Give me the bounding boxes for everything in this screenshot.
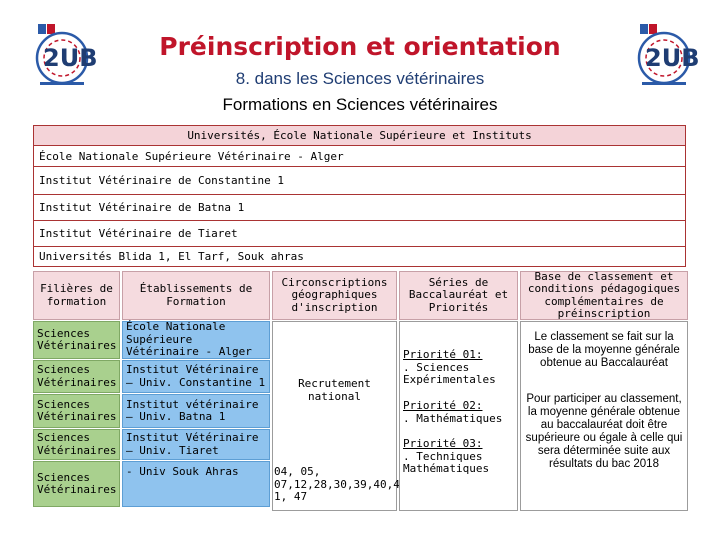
filiere-cell: Sciences Vétérinaires — [33, 461, 120, 507]
etablissement-cell: Institut vétérinaire – Univ. Batna 1 — [122, 394, 270, 428]
section-title: Formations en Sciences vétérinaires — [222, 95, 498, 114]
universities-box — [33, 125, 686, 267]
priority-value: . Sciences Expérimentales — [403, 360, 496, 386]
university-row: Universités Blida 1, El Tarf, Souk ahras — [39, 250, 304, 263]
page-title: Préinscription et orientation — [159, 32, 561, 61]
page-subtitle: 8. dans les Sciences vétérinaires — [235, 69, 485, 88]
university-row: Institut Vétérinaire de Batna 1 — [34, 195, 685, 221]
priority-block — [403, 349, 515, 387]
priority-label: Priorité 01: — [403, 348, 483, 361]
circonscription-national: Recrutement national — [298, 377, 371, 403]
base-classement-text: Le classement se fait sur la base de la moyenne générale obtenue au Baccalauréat — [528, 331, 680, 369]
header-etablissements: Établissements de Formation — [122, 271, 270, 320]
filiere-cell: Sciences Vétérinaires — [33, 321, 120, 359]
priority-label: Priorité 02: — [403, 399, 483, 412]
etablissement-cell: Institut Vétérinaire – Univ. Constantine 1 — [122, 360, 270, 393]
logo-text-left: 2UB — [43, 44, 98, 72]
logo-text-right: 2UB — [645, 44, 700, 72]
header-base: Base de classement et conditions pédagogiques complémentaires de préinscription — [520, 271, 688, 320]
universities-header: Universités, École Nationale Supérieure et Instituts — [34, 126, 685, 146]
university-row: École Nationale Supérieure Vétérinaire - Alger — [34, 146, 685, 167]
university-row: Institut Vétérinaire de Tiaret — [34, 221, 685, 247]
priority-block — [403, 438, 515, 476]
filiere-cell: Sciences Vétérinaires — [33, 429, 120, 460]
condition-text: Pour participer au classement, la moyenne générale obtenue au baccalauréat doit être supérieure ou égale à celle qui sera déterminée suite aux résultats du bac 2018 — [525, 393, 683, 470]
filiere-cell: Sciences Vétérinaires — [33, 394, 120, 428]
filiere-cell: Sciences Vétérinaires — [33, 360, 120, 393]
header-circonscriptions: Circonscriptions géographiques d'inscription — [272, 271, 397, 320]
priority-block — [403, 400, 515, 425]
header-series: Séries de Baccalauréat et Priorités — [399, 271, 518, 320]
etablissement-cell: École Nationale Supérieure Vétérinaire - Alger — [122, 321, 270, 359]
etablissement-cell: - Univ Souk Ahras — [122, 461, 270, 507]
etablissement-cell: Institut Vétérinaire – Univ. Tiaret — [122, 429, 270, 460]
priority-value: . Mathématiques — [403, 411, 503, 425]
priority-value: . Techniques Mathématiques — [403, 449, 490, 475]
priority-label: Priorité 03: — [403, 437, 483, 450]
university-row: Institut Vétérinaire de Constantine 1 — [34, 167, 685, 195]
header-filieres: Filières de formation — [33, 271, 120, 320]
circonscription-wilayas: 04, 05, 07,12,28,30,39,40,4 1, 47 — [274, 465, 400, 503]
